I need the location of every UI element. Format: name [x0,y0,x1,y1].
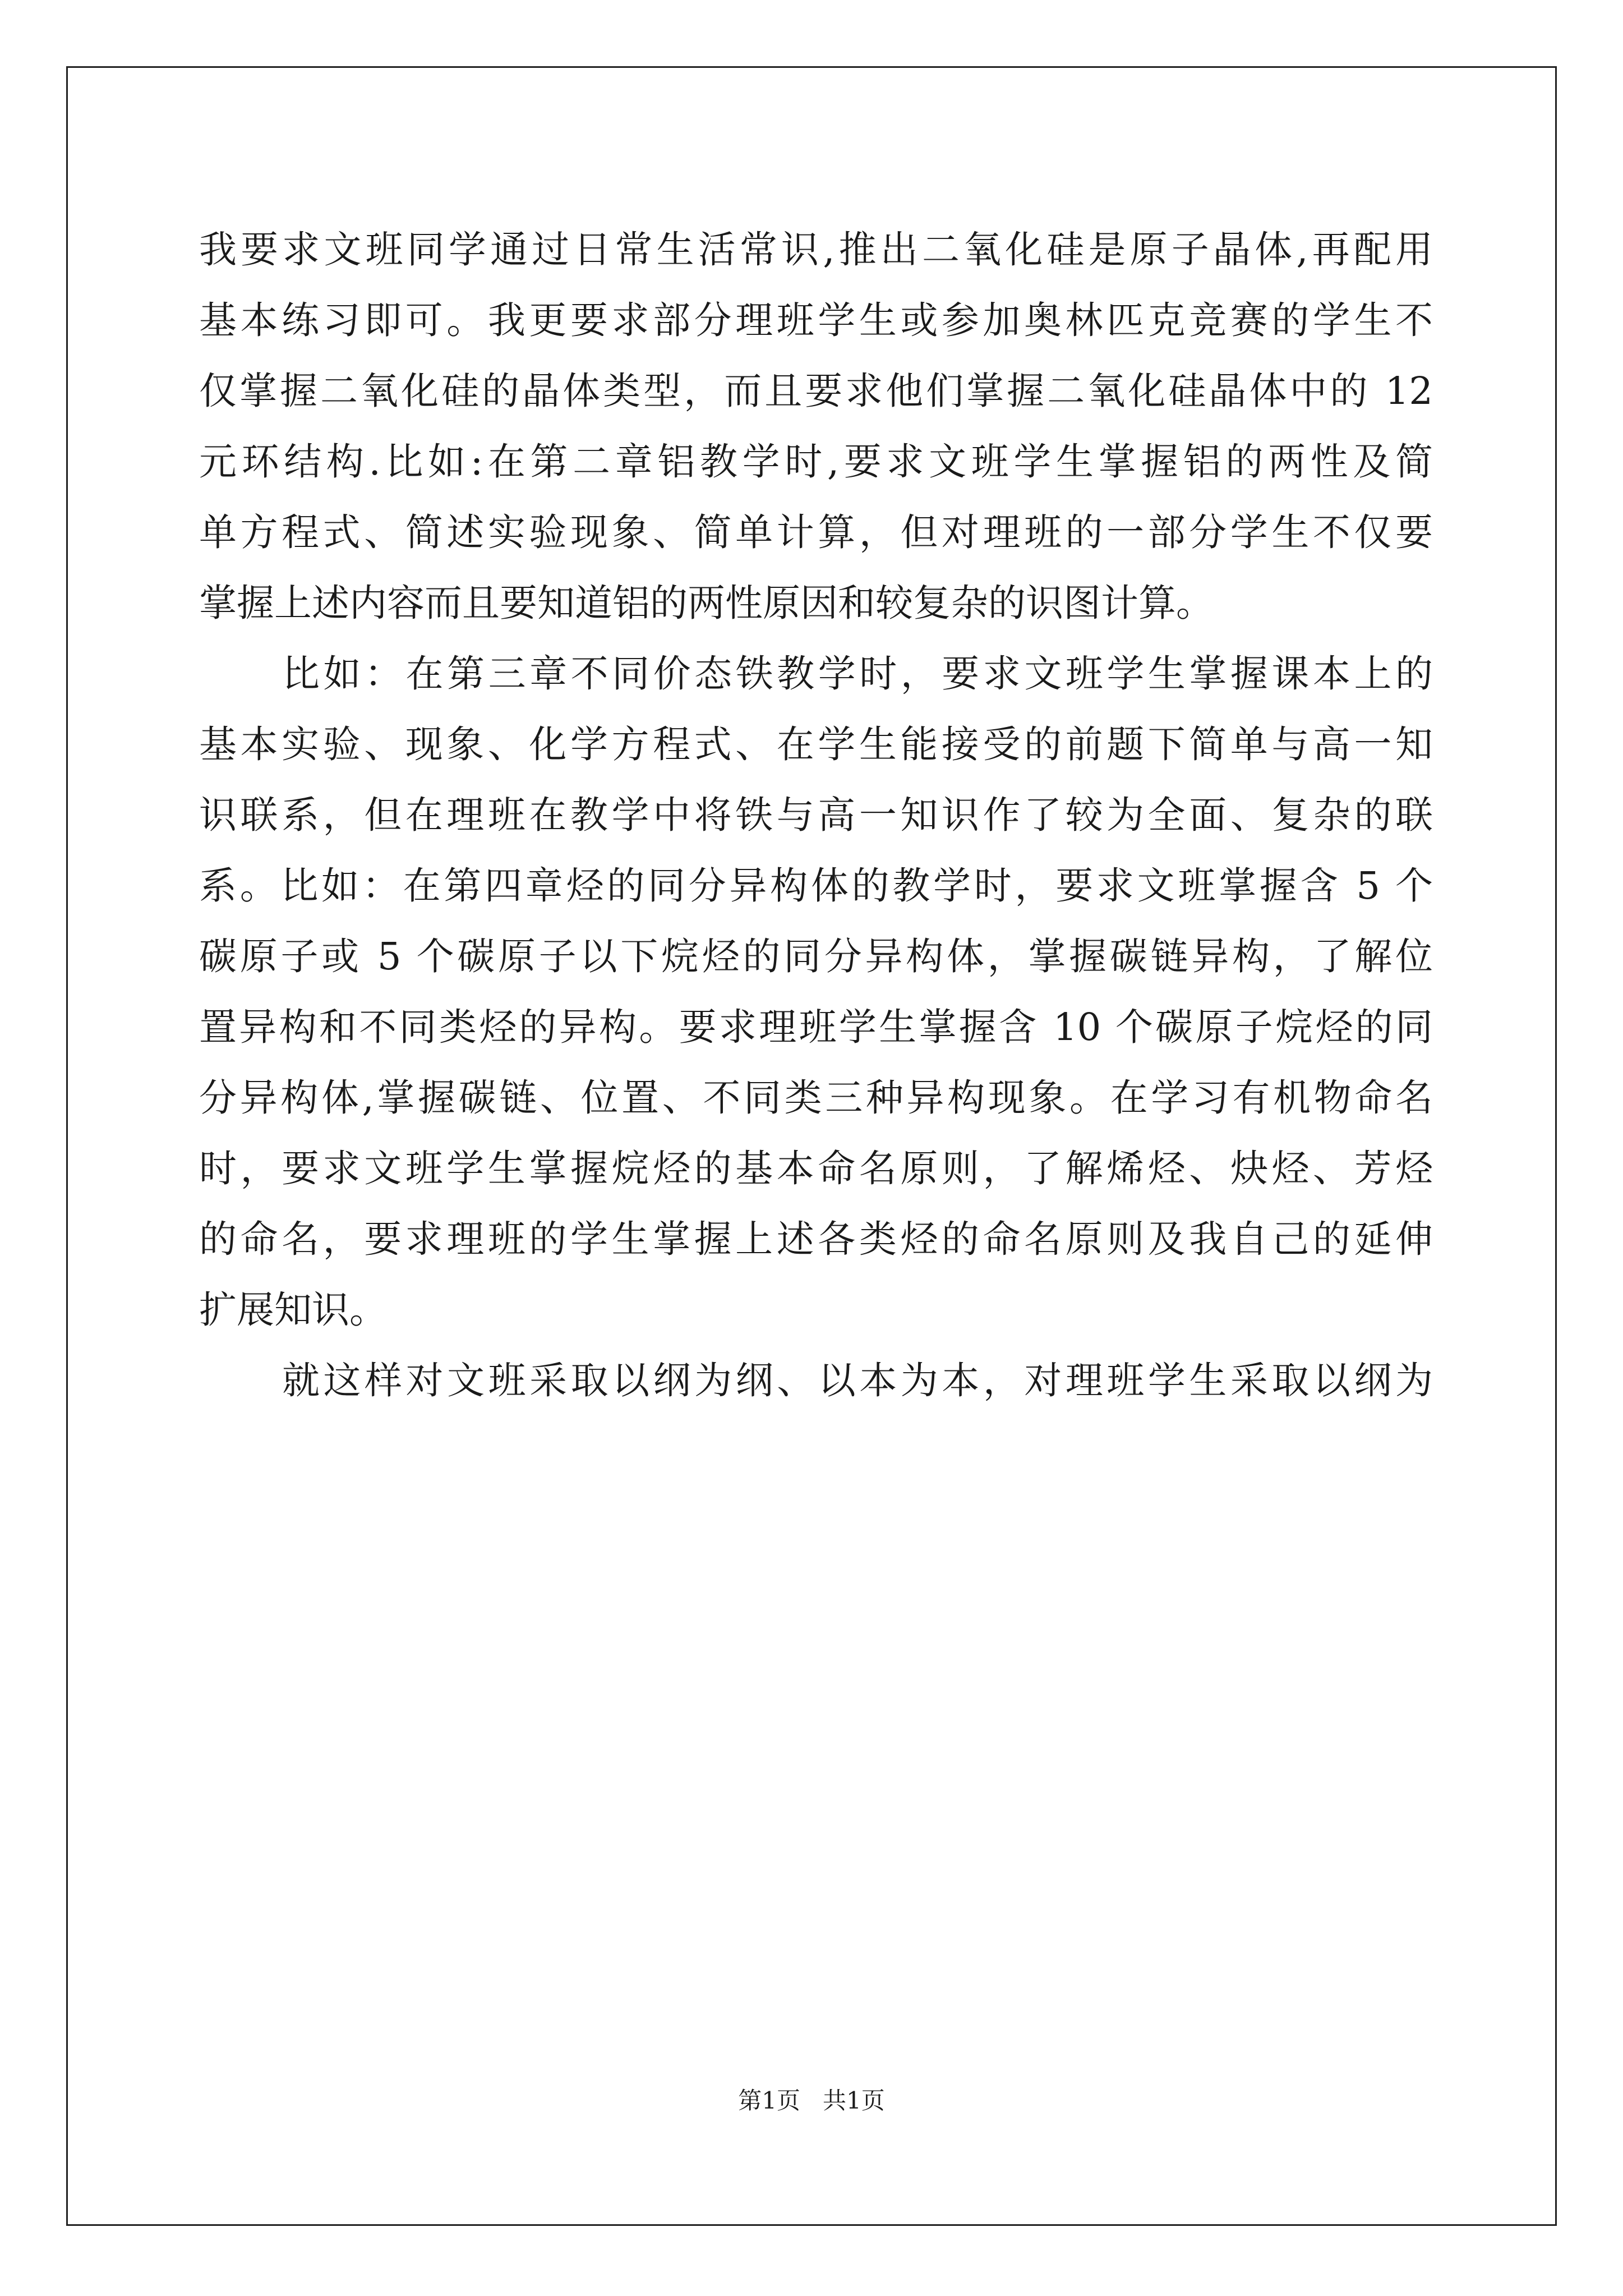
paragraph-line: 时，要求文班学生掌握烷烃的基本命名原则，了解烯烃、炔烃、芳烃 [199,1147,1433,1190]
paragraph-line: 掌握上述内容而且要知道铝的两性原因和较复杂的识图计算。 [199,581,1214,625]
paragraph-line: 识联系，但在理班在教学中将铁与高一知识作了较为全面、复杂的联 [199,793,1433,837]
paragraph-line: 就这样对文班采取以纲为纲、以本为本，对理班学生采取以纲为 [282,1359,1433,1402]
paragraph-line: 置异构和不同类烃的异构。要求理班学生掌握含 10 个碳原子烷烃的同 [199,1005,1433,1049]
paragraph-line: 单方程式、简述实验现象、简单计算，但对理班的一部分学生不仅要 [199,510,1433,554]
paragraph-line: 基本练习即可。我更要求部分理班学生或参加奥林匹克竞赛的学生不 [199,298,1433,342]
paragraph-line: 我要求文班同学通过日常生活常识,推出二氧化硅是原子晶体,再配用 [199,228,1433,272]
paragraph-line: 的命名，要求理班的学生掌握上述各类烃的命名原则及我自己的延伸 [199,1217,1433,1261]
page-number-footer: 第1页 共1页 [738,2087,885,2114]
paragraph-line: 分异构体,掌握碳链、位置、不同类三种异构现象。在学习有机物命名 [199,1076,1433,1120]
paragraph-line: 碳原子或 5 个碳原子以下烷烃的同分异构体，掌握碳链异构，了解位 [199,935,1433,978]
paragraph-line: 元环结构.比如:在第二章铝教学时,要求文班学生掌握铝的两性及简 [199,440,1433,484]
paragraph-line: 仅掌握二氧化硅的晶体类型，而且要求他们掌握二氧化硅晶体中的 12 [199,369,1433,413]
paragraph-line: 基本实验、现象、化学方程式、在学生能接受的前题下简单与高一知 [199,723,1433,766]
paragraph-line: 系。比如：在第四章烃的同分异构体的教学时，要求文班掌握含 5 个 [199,864,1433,908]
paragraph-line: 扩展知识。 [199,1288,387,1332]
paragraph-line: 比如：在第三章不同价态铁教学时，要求文班学生掌握课本上的 [282,652,1433,696]
